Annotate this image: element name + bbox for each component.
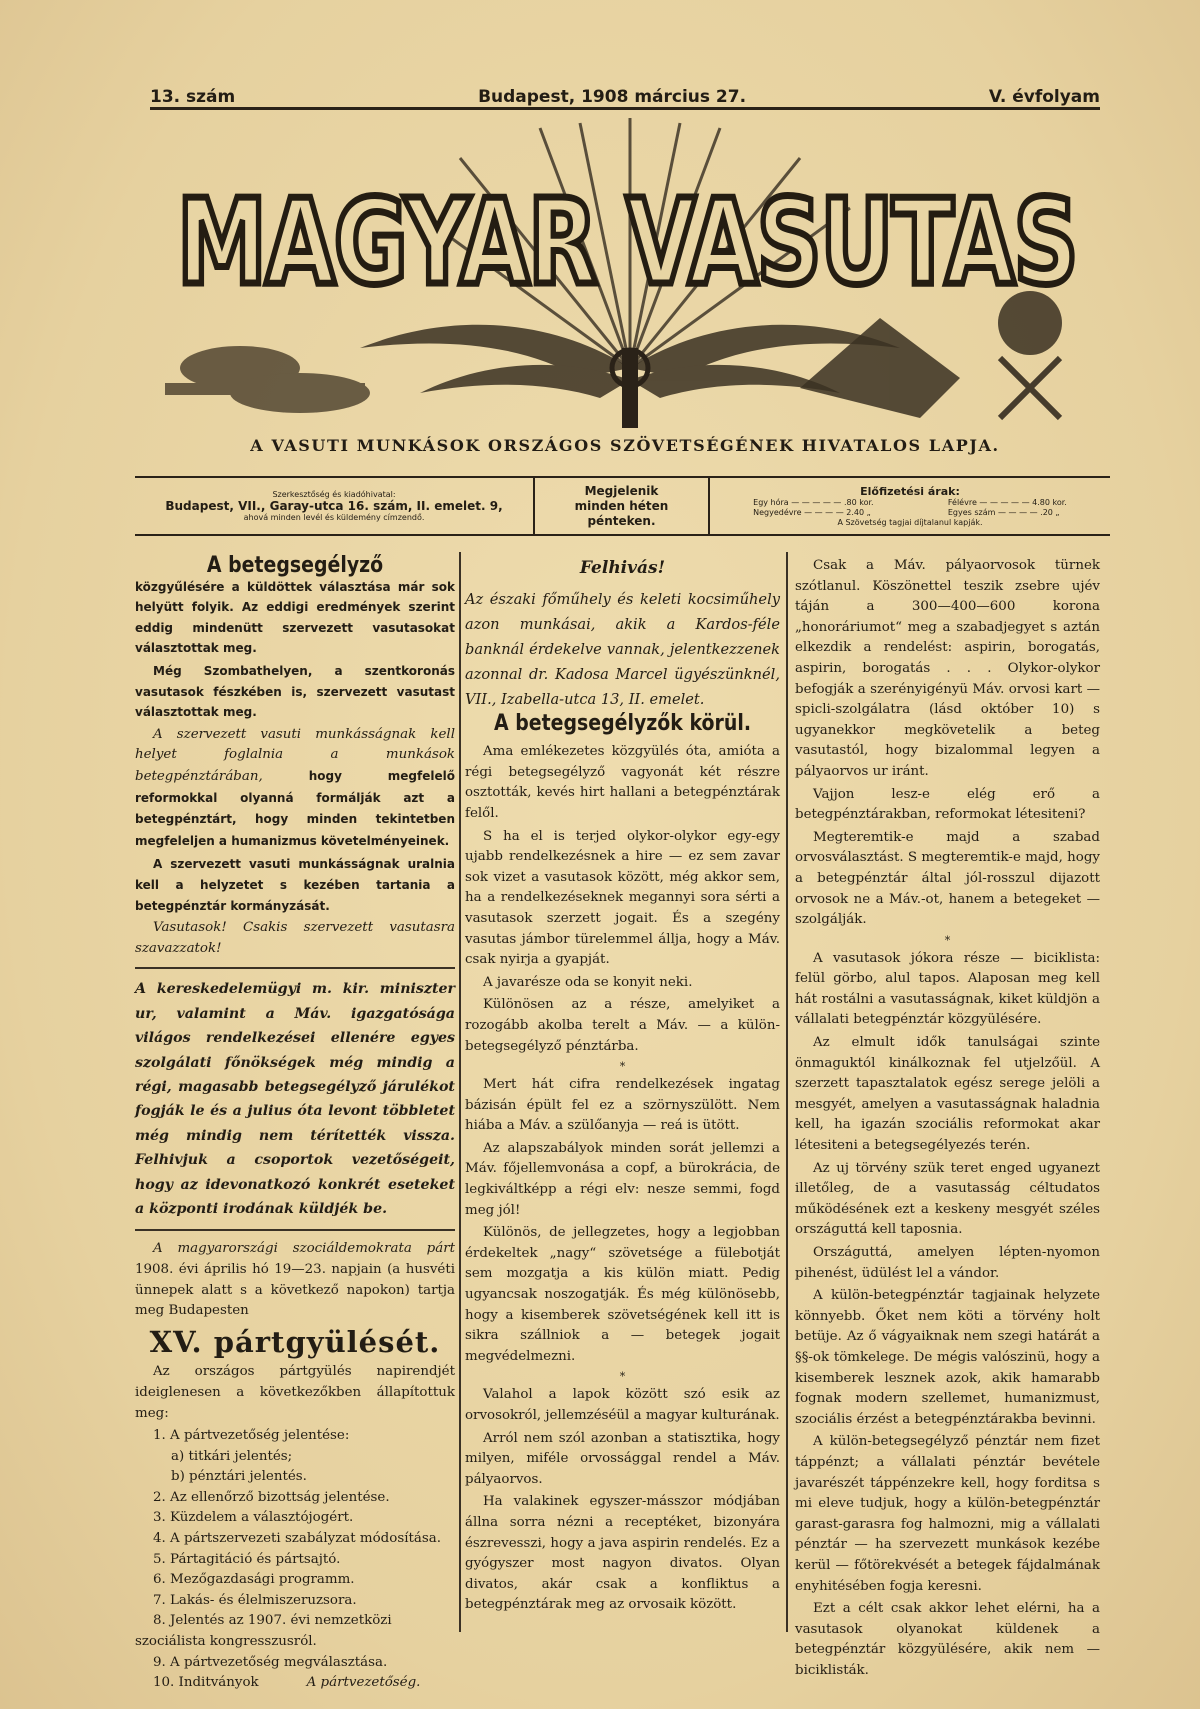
column-rule-2 — [786, 552, 788, 1632]
column-1 — [135, 553, 455, 1694]
col2-p9: Arról nem szól azonban a statisztika, hogy milyen, miféle orvossággal rendel a Máv. pályaorvos. — [465, 1430, 780, 1487]
volume-number: V. évfolyam — [988, 86, 1100, 107]
col2-p8: Valahol a lapok között szó esik az orvosokról, jellemzéséül a magyar kulturának. — [465, 1387, 780, 1423]
col3-p6: Az uj törvény szük teret enged ugyanezt illetőleg, de a vasutasság céltudatos működésének ezt a keskeny mesgyét széles országuttá kell taposnia. — [795, 1160, 1100, 1238]
price-info — [710, 478, 1110, 534]
office-address: Budapest, VII., Garay-utca 16. szám, II. emelet. 9, — [165, 499, 503, 513]
appears-line-3: pénteken. — [587, 513, 656, 528]
appears-line-1: Megjelenik — [584, 483, 659, 498]
appearance-info — [535, 478, 710, 534]
col3-p2: Vajjon lesz-e elég erő a betegpénztárakban, reformokat létesiteni? — [795, 786, 1100, 823]
article-heading-betegsegelyzok: A betegsegélyzők körül. — [493, 710, 752, 736]
agenda-item: 6. Mezőgazdasági programm. — [153, 1572, 355, 1588]
section-star: * — [944, 933, 951, 947]
col1-callout: A kereskedelemügyi m. kir. miniszter ur, valamint a Máv. igazgatósága világos rendelkezései ellenére egyes szolgálati főnökségek még mindig a régi, magasabb betegsegélyző járulékot fogják le és a julius óta levont többletet még mindig nem térítették vissza. Felhivjuk a csoportok vezetőségeit, hogy az idevonatkozó konkrét eseteket a központi irodának küldjék be. — [135, 981, 455, 1217]
agenda-item: a) titkári jelentés; — [171, 1448, 293, 1464]
col1-p1: közgyűlésére a küldöttek választása már sok helyütt folyik. Az eddigi eredmények szerint eddig mindenütt szervezett vasutasokat választottak meg. — [135, 579, 455, 656]
signature: A pártvezetőség. — [306, 1675, 421, 1691]
agenda-list — [135, 1426, 455, 1694]
office-label: Szerkesztőség és kiadóhivatal: — [272, 490, 396, 499]
issue-date: Budapest, 1908 március 27. — [478, 86, 747, 107]
col2-p7: Különös, de jellegzetes, hogy a legjobban érdekeltek „nagy“ szövetsége a fülebotját sem mozgatja a kis külön miatt. Pedig ugyancsak noszogatják. És még különösebb, hogy a kisemberek szövetségének kell itt is sikra szállniok a — betegek jogait megvédelmezni. — [465, 1225, 780, 1364]
col1-p2: Még Szombathelyen, a szentkoronás vasutasok fészkében is, szervezett vasutast választottak meg. — [135, 663, 455, 720]
price-table — [716, 498, 1104, 518]
issue-number: 13. szám — [150, 86, 236, 107]
col2-p5: Mert hát cifra rendelkezések ingatag bázisán épült fel ez a szörnyszülött. Nem hiába a Máv. a szülőanyja — reá is ütött. — [465, 1077, 780, 1134]
agenda-item: 3. Küzdelem a választójogért. — [153, 1510, 354, 1526]
price-half-year: Félévre — — — — — 4.80 kor. — [947, 498, 1067, 507]
price-single: Egyes szám — — — — .20 „ — [947, 508, 1060, 517]
agenda-item: b) pénztári jelentés. — [171, 1469, 307, 1485]
col3-p9: A külön-betegsegélyző pénztár nem fizet táppénzt; a vállalati pénztár bevétele javarészét táppénzekre kell, hogy forditsa s mi eleve tudjuk, hogy a külön-betegpénztár garast-garasra fog halmozni, mig a vállalati pénztár — ha szervezett munkások kezébe kerül — főtörekvését a betegek fájdalmának enyhitésében fogja keresni. — [795, 1434, 1100, 1594]
price-note: A Szövetség tagjai díjtalanul kapják. — [837, 518, 983, 527]
masthead-title: MAGYAR VASUTAS — [177, 173, 1077, 311]
agenda-intro: Az országos pártgyülés napirendjét ideiglenesen a következőkben állapítottuk meg: — [135, 1364, 455, 1421]
col2-p4: Különösen az a része, amelyiket a rozogább akolba terelt a Máv. — a külön-betegsegélyző pénztárba. — [465, 997, 780, 1054]
notice-text: Az északi főműhely és keleti kocsiműhely azon munkásai, akik a Kardos-féle banknál érdekelve vannak, jelentkezzenek azonnal dr. Kadosa Marcel ügyészünknél, VII., Izabella-utca 13, II. emelet. — [465, 590, 780, 708]
column-rule-1 — [459, 552, 461, 1632]
column-3 — [795, 556, 1100, 1683]
section-star: * — [619, 1370, 626, 1384]
section-star: * — [619, 1060, 626, 1074]
agenda-item: 5. Pártagitáció és pártsajtó. — [153, 1551, 341, 1567]
col1-p3-italic: A szervezett vasuti munkásságnak kell helyet foglalnia a munkások betegpénztárában, — [135, 726, 455, 784]
col1-p3-bold: hogy megfelelő reformokkal olyanná formálják azt a betegpénztárt, hogy minden tekintetben megfeleljen a humanizmus követelményeinek. — [135, 768, 455, 848]
col1-separator-2 — [135, 1229, 455, 1231]
column-2 — [465, 556, 780, 1618]
col2-p2: S ha el is terjed olykor-olykor egy-egy ujabb rendelkezésnek a hire — ez sem zavar sok vizet a vasutasok között, még akkor sem, ha a rendelkezéseknek megannyi sora sérti a vasutasok szerzett jogait. És a szegény vasutas jámbor türelemmel állja, hogy a Máv. csak nyirja a gyapját. — [465, 828, 780, 968]
info-bar — [135, 476, 1110, 536]
col3-p1: Csak a Máv. pályaorvosok türnek szótlanul. Köszönettel teszik zsebre ujév táján a 300—400—600 korona „honoráriumot“ meg a szabadjegyet s aztán elkezdik a rendelést: aspirin, borogatás, aspirin, borogatás . . . Olykor-olykor befogják a szerényigényü Máv. orvosi kart — spicli-szolgálatra (lásd október 10) s ugyanekkor megkövetelik a beteg vasutastól, hogy bizalommal legyen a pályaorvos ur iránt. — [795, 558, 1100, 779]
top-line — [150, 86, 1100, 110]
col2-p10: Ha valakinek egyszer-másszor módjában állna sorra nézni a receptéket, bizonyára észrevesszi, hogy a java aspirin rendelés. Ez a gyógyszer most nagyon divatos. Olyan divatos, akár csak a konfliktus a betegpénztárak meg az orvosaik között. — [465, 1494, 780, 1613]
col3-p4: A vasutasok jókora része — biciklista: felül görbo, alul tapos. Alaposan meg kell hát rostálni a vasutasságnak, kiket küldjön a vállalati betegpénztár közgyülésére. — [795, 950, 1100, 1028]
masthead-subtitle: A VASUTI MUNKÁSOK ORSZÁGOS SZÖVETSÉGÉNEK HIVATALOS LAPJA. — [250, 436, 1000, 455]
col3-p10: Ezt a célt csak akkor lehet elérni, ha a vasutasok olyanokat küldenek a betegpénztár közgyülésére, akik nem — biciklisták. — [795, 1601, 1100, 1678]
agenda-item: 2. Az ellenőrző bizottság jelentése. — [153, 1489, 390, 1505]
office-note: ahová minden levél és küldemény címzendő. — [243, 513, 425, 522]
price-title: Előfizetési árak: — [860, 485, 960, 498]
col1-party-intro — [135, 1239, 455, 1321]
party-heading: XV. pártgyülését. — [149, 1324, 441, 1359]
agenda-item-last — [135, 1673, 455, 1694]
office-info — [135, 478, 535, 534]
col1-p4: A szervezett vasuti munkásságnak uralnia kell a helyzetet s kezében tartania a betegpénztár kormányzását. — [135, 857, 455, 913]
masthead-title-outline: MAGYAR VASUTAS — [177, 173, 1077, 311]
col1-p5: Vasutasok! Csakis szervezett vasutasra szavazzatok! — [135, 920, 455, 956]
col2-p3: A javarésze oda se konyit neki. — [483, 974, 693, 990]
agenda-item: 8. Jelentés az 1907. évi nemzetközi szociálista kongresszusról. — [135, 1613, 392, 1650]
col3-p7: Országuttá, amelyen lépten-nyomon pihenést, üdülést lel a vándor. — [795, 1245, 1100, 1281]
article-heading-betegsegelyzo: A betegsegélyző — [206, 553, 384, 578]
col2-p1: Ama emlékezetes közgyülés óta, amióta a régi betegsegélyző vagyonát két részre osztották, kevés hirt hallani a betegpénztárak felől. — [465, 744, 780, 821]
notice-title: Felhivás! — [579, 558, 666, 578]
agenda-item: 1. A pártvezetőség jelentése: — [153, 1428, 350, 1444]
agenda-item: 10. Inditványok — [153, 1675, 259, 1691]
agenda-item: 4. A pártszervezeti szabályzat módosítása. — [153, 1531, 441, 1547]
col2-p6: Az alapszabályok minden sorát jellemzi a Máv. főjellemvonása a copf, a bürokrácia, de legkiváltképp a régi elv: nesze semmi, fogd meg jól! — [465, 1140, 780, 1218]
party-intro-italic: A magyarországi szociáldemokrata párt — [153, 1241, 455, 1257]
col1-p3 — [135, 725, 455, 853]
party-intro-text: 1908. évi április hó 19—23. napjain (a husvéti ünnepek alatt s a következő napokon) tartja meg Budapesten — [135, 1261, 455, 1319]
appears-line-2: minden héten — [574, 498, 669, 513]
price-quarter: Negyedévre — — — — 2.40 „ — [753, 508, 871, 517]
agenda-item: 7. Lakás- és élelmiszeruzsora. — [153, 1592, 357, 1608]
col3-p8: A külön-betegpénztár tagjainak helyzete könnyebb. Őket nem köti a törvény holt betüje. Az ő vágyaiknak nem szegi határát a §§-ok tömkelege. De mégis valószinü, hogy a kisemberek lesznek azok, akik hamarabb fognak modern szellemet, humanizmust, szociális érzést a betegpénztárakba bevinni. — [795, 1288, 1100, 1427]
col1-separator-1 — [135, 967, 455, 969]
masthead-logo — [160, 118, 1095, 433]
col3-p5: Az elmult idők tanulságai szinte önmaguktól kinálkoznak fel utjelzőül. A szerzett tapasztalatok egész serege jelöli a mesgyét, amelyen a vasutasságnak haladnia kell, ha igazán szociális reformokat akar létesiteni a betegsegélyezés terén. — [795, 1035, 1100, 1154]
price-month: Egy hóra — — — — — .80 kor. — [753, 498, 874, 507]
col3-p3: Megteremtik-e majd a szabad orvosválasztást. S megteremtik-e majd, hogy a betegpénztár által jól-rosszul dijazott orvosok ne a Máv.-ot, hanem a betegeket — szolgálják. — [795, 829, 1100, 928]
agenda-item: 9. A pártvezetőség megválasztása. — [153, 1654, 388, 1670]
